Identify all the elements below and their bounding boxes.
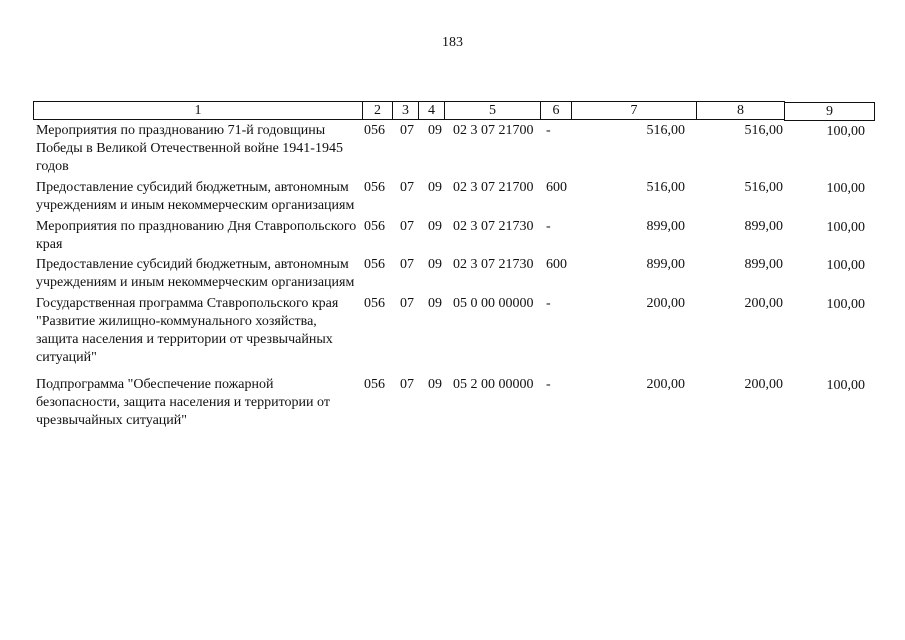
row-value-col7: 200,00	[646, 296, 685, 311]
row-admin-code: 056	[364, 219, 385, 234]
header-col-1: 1	[33, 101, 363, 120]
row-value-col7: 200,00	[646, 377, 685, 392]
row-name: Предоставление субсидий бюджетным, автономным учреждениям и иным некоммерческим организациям	[36, 180, 355, 213]
row-section: 07	[400, 257, 414, 272]
row-admin-code: 056	[364, 180, 385, 195]
row-value-col8: 516,00	[744, 123, 783, 138]
row-value-col8: 200,00	[744, 377, 783, 392]
row-target-article: 02 3 07 21700	[453, 123, 534, 138]
row-subsection: 09	[428, 296, 442, 311]
row-name: Мероприятия по празднованию 71-й годовщины Победы в Великой Отечественной войне 1941-1945 годов	[36, 123, 343, 174]
row-value-col8: 200,00	[744, 296, 783, 311]
table-row	[33, 295, 875, 367]
row-value-col7: 899,00	[646, 219, 685, 234]
row-section: 07	[400, 296, 414, 311]
row-admin-code: 056	[364, 257, 385, 272]
row-admin-code: 056	[364, 296, 385, 311]
row-target-article: 02 3 07 21700	[453, 180, 534, 195]
row-section: 07	[400, 123, 414, 138]
row-value-col9: 100,00	[826, 297, 865, 312]
header-col-5: 5	[444, 101, 541, 120]
row-subsection: 09	[428, 377, 442, 392]
row-value-col7: 516,00	[646, 180, 685, 195]
row-section: 07	[400, 219, 414, 234]
table-row	[33, 122, 875, 176]
row-value-col8: 899,00	[744, 257, 783, 272]
row-section: 07	[400, 180, 414, 195]
table-row	[33, 376, 875, 430]
header-col-2: 2	[362, 101, 393, 120]
row-name: Подпрограмма "Обеспечение пожарной безопасности, защита населения и территории от чрезвычайных ситуаций"	[36, 377, 330, 428]
header-col-6: 6	[540, 101, 572, 120]
row-target-article: 02 3 07 21730	[453, 257, 534, 272]
row-name: Предоставление субсидий бюджетным, автономным учреждениям и иным некоммерческим организациям	[36, 257, 355, 290]
row-name: Государственная программа Ставропольского края "Развитие жилищно-коммунального хозяйства, защита населения и территории от чрезвычайных ситуаций"	[36, 296, 339, 365]
row-value-col9: 100,00	[826, 220, 865, 235]
table-header-row	[33, 101, 875, 121]
table-row	[33, 179, 875, 215]
row-name: Мероприятия по празднованию Дня Ставропольского края	[36, 219, 357, 252]
header-col-4: 4	[418, 101, 445, 120]
row-section: 07	[400, 377, 414, 392]
row-admin-code: 056	[364, 123, 385, 138]
row-subsection: 09	[428, 180, 442, 195]
row-target-article: 05 2 00 00000	[453, 377, 534, 392]
header-col-3: 3	[392, 101, 419, 120]
row-target-article: 02 3 07 21730	[453, 219, 534, 234]
row-value-col9: 100,00	[826, 181, 865, 196]
row-subsection: 09	[428, 219, 442, 234]
row-value-col9: 100,00	[826, 124, 865, 139]
row-admin-code: 056	[364, 377, 385, 392]
row-expense-type: -	[546, 296, 551, 311]
row-value-col7: 516,00	[646, 123, 685, 138]
row-subsection: 09	[428, 257, 442, 272]
row-value-col9: 100,00	[826, 378, 865, 393]
header-col-7: 7	[571, 101, 697, 120]
row-subsection: 09	[428, 123, 442, 138]
row-expense-type: 600	[546, 257, 567, 272]
table-row	[33, 218, 875, 254]
row-expense-type: -	[546, 219, 551, 234]
row-value-col8: 899,00	[744, 219, 783, 234]
page-number: 183	[442, 35, 463, 50]
row-value-col8: 516,00	[744, 180, 783, 195]
row-expense-type: -	[546, 123, 551, 138]
header-col-9: 9	[784, 102, 875, 121]
row-expense-type: 600	[546, 180, 567, 195]
header-col-8: 8	[696, 101, 785, 120]
budget-table	[33, 101, 875, 430]
row-target-article: 05 0 00 00000	[453, 296, 534, 311]
row-expense-type: -	[546, 377, 551, 392]
row-value-col9: 100,00	[826, 258, 865, 273]
row-value-col7: 899,00	[646, 257, 685, 272]
table-row	[33, 256, 875, 292]
